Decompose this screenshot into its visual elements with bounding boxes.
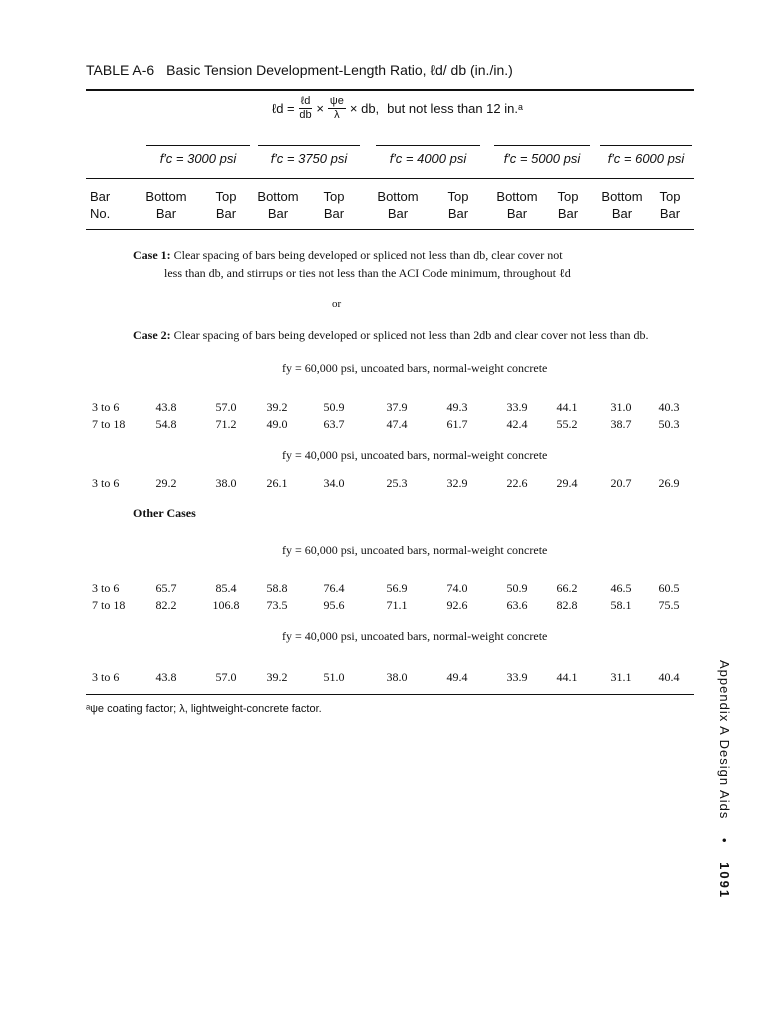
table-cell: 34.0 bbox=[323, 476, 345, 490]
table-cell: 25.3 bbox=[386, 476, 408, 490]
table-cell: 60.5 bbox=[658, 581, 680, 595]
case2-text: Case 2: Clear spacing of bars being developed or spliced not less than 2db and clear cover not less than db. bbox=[133, 328, 649, 342]
table-row bbox=[0, 670, 768, 686]
table-cell: 42.4 bbox=[506, 417, 528, 431]
bullet-separator: • bbox=[717, 837, 732, 844]
col-top-5000: Top Bar bbox=[557, 189, 579, 221]
footnote: ᵃψe coating factor; λ, lightweight-concrete factor. bbox=[86, 703, 322, 715]
table-cell: 58.8 bbox=[266, 581, 288, 595]
table-cell: 61.7 bbox=[446, 417, 468, 431]
table-cell: 63.7 bbox=[323, 417, 345, 431]
table-cell: 56.9 bbox=[386, 581, 408, 595]
table-cell: 39.2 bbox=[266, 670, 288, 684]
table-cell: 71.2 bbox=[215, 417, 237, 431]
group-rule-5000 bbox=[494, 145, 590, 146]
table-row bbox=[0, 598, 768, 614]
row-bar-size: 3 to 6 bbox=[92, 400, 120, 414]
table-cell: 26.9 bbox=[658, 476, 680, 490]
header-bottom-rule bbox=[86, 229, 694, 230]
table-cell: 29.2 bbox=[155, 476, 177, 490]
table-cell: 57.0 bbox=[215, 670, 237, 684]
fraction-1-denominator: db bbox=[299, 109, 312, 121]
group-rule-3000 bbox=[146, 145, 250, 146]
table-cell: 20.7 bbox=[610, 476, 632, 490]
col-top-3000: Top Bar bbox=[215, 189, 237, 221]
running-head bbox=[717, 660, 732, 899]
table-cell: 74.0 bbox=[446, 581, 468, 595]
table-cell: 55.2 bbox=[556, 417, 578, 431]
fraction-2-denominator: λ bbox=[334, 109, 340, 121]
table-cell: 47.4 bbox=[386, 417, 408, 431]
table-cell: 82.8 bbox=[556, 598, 578, 612]
group-rule-6000 bbox=[600, 145, 692, 146]
table-cell: 50.3 bbox=[658, 417, 680, 431]
formula-times-1: × bbox=[316, 101, 324, 116]
table-cell: 75.5 bbox=[658, 598, 680, 612]
table-cell: 49.3 bbox=[446, 400, 468, 414]
col-bottom-3750: Bottom Bar bbox=[257, 189, 299, 221]
table-cell: 40.3 bbox=[658, 400, 680, 414]
development-length-formula bbox=[272, 96, 523, 121]
table-cell: 44.1 bbox=[556, 670, 578, 684]
table-row bbox=[0, 476, 768, 492]
row-bar-size: 7 to 18 bbox=[92, 598, 126, 612]
table-cell: 38.0 bbox=[215, 476, 237, 490]
col-bottom-5000: Bottom Bar bbox=[496, 189, 538, 221]
top-rule bbox=[86, 89, 694, 91]
table-cell: 44.1 bbox=[556, 400, 578, 414]
table-cell: 31.0 bbox=[610, 400, 632, 414]
case1-line2: less than db, and stirrups or ties not less than the ACI Code minimum, throughout ℓd bbox=[164, 266, 571, 280]
table-cell: 58.1 bbox=[610, 598, 632, 612]
table-cell: 38.7 bbox=[610, 417, 632, 431]
table-cell: 51.0 bbox=[323, 670, 345, 684]
table-cell: 31.1 bbox=[610, 670, 632, 684]
group-label-6000: f′c = 6000 psi bbox=[607, 151, 685, 166]
table-cell: 54.8 bbox=[155, 417, 177, 431]
col-bottom-4000: Bottom Bar bbox=[377, 189, 419, 221]
table-cell: 65.7 bbox=[155, 581, 177, 595]
formula-fraction-2 bbox=[328, 96, 346, 121]
col-top-4000: Top Bar bbox=[447, 189, 469, 221]
formula-times-2: × db, bbox=[349, 101, 380, 116]
table-cell: 32.9 bbox=[446, 476, 468, 490]
formula-lhs: ℓd = bbox=[272, 101, 295, 116]
case1-line1: Case 1: Clear spacing of bars being developed or spliced not less than db, clear cover not bbox=[133, 248, 563, 262]
page-number: 1091 bbox=[717, 862, 732, 900]
table-cell: 85.4 bbox=[215, 581, 237, 595]
table-cell: 82.2 bbox=[155, 598, 177, 612]
group-rule-4000 bbox=[376, 145, 480, 146]
bar-no-header: Bar No. bbox=[90, 189, 111, 221]
group-label-5000: f′c = 5000 psi bbox=[503, 151, 581, 166]
col-bottom-6000: Bottom Bar bbox=[601, 189, 643, 221]
fraction-1-numerator: ℓd bbox=[300, 95, 311, 107]
table-row bbox=[0, 581, 768, 597]
table-cell: 106.8 bbox=[212, 598, 240, 612]
col-top-6000: Top Bar bbox=[659, 189, 681, 221]
row-bar-size: 3 to 6 bbox=[92, 670, 120, 684]
fraction-2-numerator: ψe bbox=[329, 95, 344, 107]
col-top-3750: Top Bar bbox=[323, 189, 345, 221]
row-bar-size: 7 to 18 bbox=[92, 417, 126, 431]
table-cell: 33.9 bbox=[506, 670, 528, 684]
formula-fraction-1 bbox=[299, 96, 313, 121]
table-cell: 37.9 bbox=[386, 400, 408, 414]
group-label-3000: f′c = 3000 psi bbox=[159, 151, 237, 166]
table-cell: 38.0 bbox=[386, 670, 408, 684]
table-cell: 26.1 bbox=[266, 476, 288, 490]
table-caption: Basic Tension Development-Length Ratio, ℓd/ db (in./in.) bbox=[166, 62, 513, 78]
table-row bbox=[0, 417, 768, 433]
table-cell: 63.6 bbox=[506, 598, 528, 612]
row-bar-size: 3 to 6 bbox=[92, 581, 120, 595]
or-text: or bbox=[332, 298, 342, 310]
section-label: Appendix A Design Aids bbox=[717, 660, 732, 820]
table-cell: 43.8 bbox=[155, 400, 177, 414]
row-bar-size: 3 to 6 bbox=[92, 476, 120, 490]
group-rule-3750 bbox=[258, 145, 360, 146]
table-cell: 49.4 bbox=[446, 670, 468, 684]
subhead-fy40-case12: fy = 40,000 psi, uncoated bars, normal-weight concrete bbox=[282, 448, 548, 462]
subhead-fy60-other: fy = 60,000 psi, uncoated bars, normal-weight concrete bbox=[282, 543, 548, 557]
table-cell: 50.9 bbox=[323, 400, 345, 414]
formula-tail: but not less than 12 in.ᵃ bbox=[387, 101, 523, 116]
table-cell: 76.4 bbox=[323, 581, 345, 595]
table-cell: 39.2 bbox=[266, 400, 288, 414]
table-cell: 66.2 bbox=[556, 581, 578, 595]
group-label-4000: f′c = 4000 psi bbox=[389, 151, 467, 166]
table-cell: 50.9 bbox=[506, 581, 528, 595]
table-tag: TABLE A-6 bbox=[86, 62, 155, 78]
table-cell: 43.8 bbox=[155, 670, 177, 684]
table-row bbox=[0, 400, 768, 416]
header-top-rule bbox=[86, 178, 694, 179]
table-bottom-rule bbox=[86, 694, 694, 695]
table-cell: 92.6 bbox=[446, 598, 468, 612]
table-cell: 49.0 bbox=[266, 417, 288, 431]
table-cell: 33.9 bbox=[506, 400, 528, 414]
table-cell: 95.6 bbox=[323, 598, 345, 612]
table-title bbox=[86, 62, 513, 78]
subhead-fy40-other: fy = 40,000 psi, uncoated bars, normal-weight concrete bbox=[282, 629, 548, 643]
table-cell: 40.4 bbox=[658, 670, 680, 684]
table-cell: 22.6 bbox=[506, 476, 528, 490]
table-cell: 57.0 bbox=[215, 400, 237, 414]
group-label-3750: f′c = 3750 psi bbox=[270, 151, 348, 166]
table-cell: 73.5 bbox=[266, 598, 288, 612]
other-cases-heading: Other Cases bbox=[133, 506, 196, 520]
table-cell: 71.1 bbox=[386, 598, 408, 612]
subhead-fy60-case12: fy = 60,000 psi, uncoated bars, normal-weight concrete bbox=[282, 361, 548, 375]
table-cell: 46.5 bbox=[610, 581, 632, 595]
table-cell: 29.4 bbox=[556, 476, 578, 490]
col-bottom-3000: Bottom Bar bbox=[145, 189, 187, 221]
